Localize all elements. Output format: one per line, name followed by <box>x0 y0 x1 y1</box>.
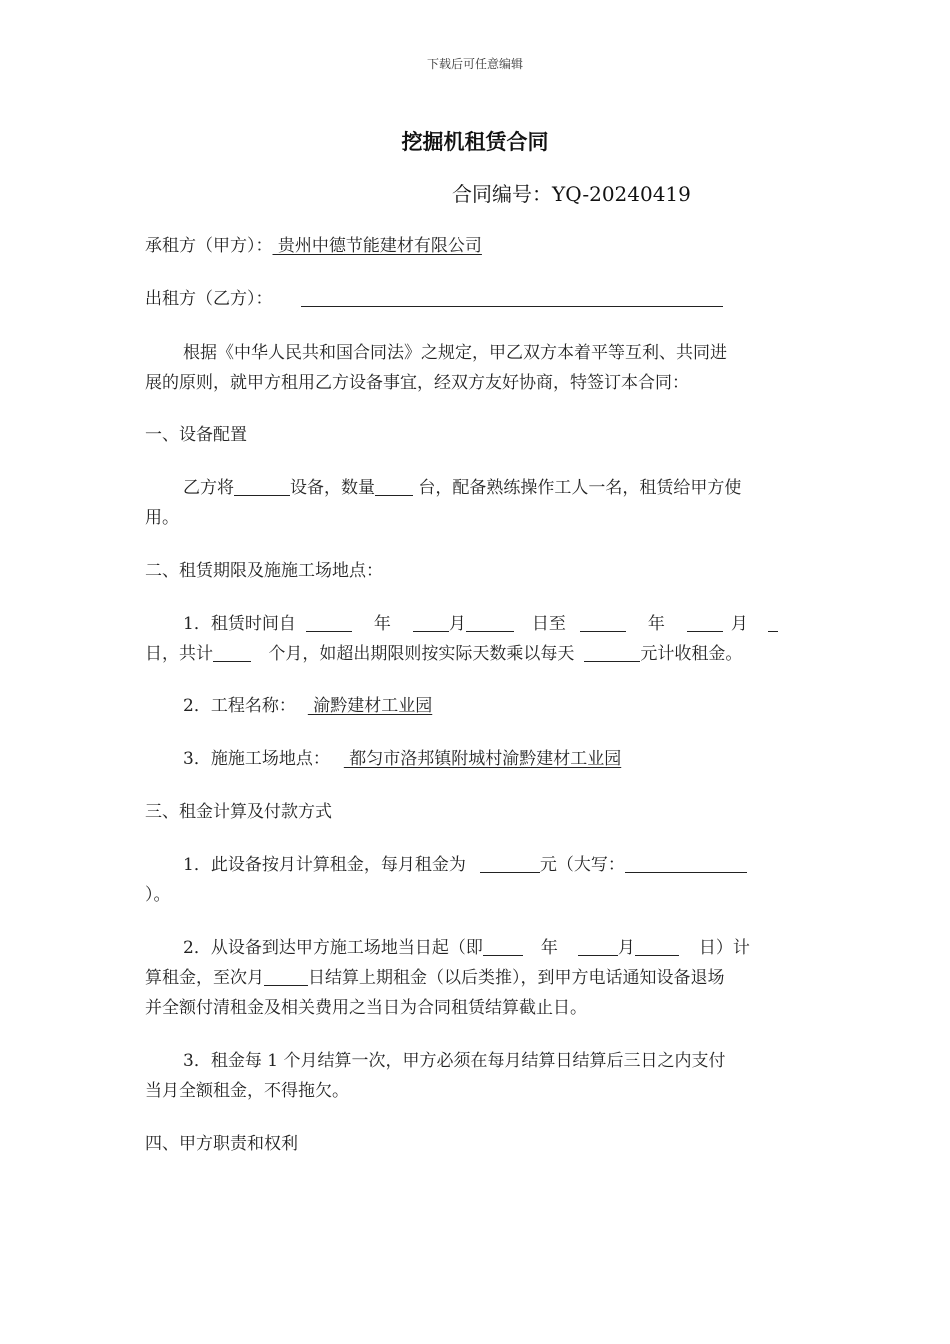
start-year-blank <box>483 937 523 956</box>
header-note: 下载后可任意编辑 <box>426 57 523 71</box>
sec1-text-c: 台，配备熟练操作工人一名，租赁给甲方使 <box>413 478 742 498</box>
quantity-blank <box>375 477 413 496</box>
billing-start-text: 2．从设备到达甲方施工场地当日起（即 <box>183 938 483 958</box>
month-label-2: 月 <box>730 614 748 634</box>
equipment-blank <box>234 477 290 496</box>
section-1-heading: 一、设备配置 <box>145 425 247 445</box>
site-location-value: 都匀市洛邦镇附城村渝黔建材工业园 <box>343 749 622 769</box>
document-title: 挖掘机租赁合同 <box>401 129 549 154</box>
next-month-text: 算租金，至次月 <box>145 968 264 988</box>
monthly-rent-blank <box>480 854 540 873</box>
preamble-line-2: 展的原则，就甲方租用乙方设备事宜，经双方友好协商，特签订本合同： <box>145 373 689 393</box>
from-day-blank <box>466 613 514 632</box>
start-month-blank <box>578 937 618 956</box>
monthly-rent-line-2: ）。 <box>145 885 171 905</box>
monthly-rent-line-1 <box>183 850 747 880</box>
month-label: 月 <box>448 614 466 634</box>
from-year-blank <box>306 613 352 632</box>
site-location-line <box>183 744 621 774</box>
party-a-line <box>145 231 482 261</box>
section-3-heading: 三、租金计算及付款方式 <box>145 802 332 822</box>
day-to-label: 日至 <box>531 614 566 634</box>
to-month-blank <box>687 613 723 632</box>
year-label-3: 年 <box>540 938 558 958</box>
site-location-label: 3．施施工场地点： <box>183 749 330 769</box>
project-name-label: 2．工程名称： <box>183 696 296 716</box>
section-1-text-line-2: 用。 <box>145 508 179 528</box>
payment-terms-line-1: 3．租金每 1 个月结算一次，甲方必须在每月结算日结算后三日之内支付 <box>183 1051 726 1071</box>
project-name-value: 渝黔建材工业园 <box>307 696 433 716</box>
settlement-text: 日结算上期租金（以后类推），到甲方电话通知设备退场 <box>308 968 725 988</box>
preamble-line-1: 根据《中华人民共和国合同法》之规定，甲乙双方本着平等互利、共同进 <box>183 343 727 363</box>
party-b-blank <box>301 288 723 307</box>
party-b-line <box>145 284 723 314</box>
to-day-blank <box>768 613 778 632</box>
sec1-text-a: 乙方将 <box>183 478 234 498</box>
sec1-text-b: 设备，数量 <box>290 478 375 498</box>
party-a-value: 贵州中德节能建材有限公司 <box>272 236 482 256</box>
to-year-blank <box>580 613 626 632</box>
party-a-label: 承租方（甲方）： <box>145 236 273 256</box>
amount-in-words-label: 元（大写： <box>539 855 625 875</box>
billing-start-line-2 <box>145 963 725 993</box>
lease-period-line-1 <box>183 609 778 639</box>
from-month-blank <box>413 613 449 632</box>
total-label: 日，共计 <box>145 644 213 664</box>
billing-day-text: 日）计 <box>698 938 750 958</box>
party-b-label: 出租方（乙方）： <box>145 289 273 309</box>
settlement-day-blank <box>264 967 308 986</box>
monthly-rent-label: 1．此设备按月计算租金，每月租金为 <box>183 855 466 875</box>
month-label-3: 月 <box>617 938 635 958</box>
section-1-text-line-1 <box>183 473 741 503</box>
payment-terms-line-2: 当月全额租金，不得拖欠。 <box>145 1081 349 1101</box>
section-2-heading: 二、租赁期限及施施工场地点： <box>145 561 383 581</box>
year-label-2: 年 <box>647 614 665 634</box>
rent-unit-text: 元计收租金。 <box>640 644 743 664</box>
contract-number: 合同编号：YQ-20240419 <box>452 182 691 206</box>
daily-rate-blank <box>584 643 640 662</box>
project-name-line <box>183 691 432 721</box>
section-4-heading: 四、甲方职责和权利 <box>145 1134 298 1154</box>
amount-in-words-blank <box>625 854 747 873</box>
billing-start-line-1 <box>183 933 750 963</box>
year-label: 年 <box>373 614 391 634</box>
months-blank <box>213 643 251 662</box>
overdue-text: 个月，如超出期限则按实际天数乘以每天 <box>263 644 575 664</box>
lease-from-label: 1．租赁时间自 <box>183 614 296 634</box>
billing-start-line-3: 并全额付清租金及相关费用之当日为合同租赁结算截止日。 <box>145 998 587 1018</box>
start-day-blank <box>635 937 679 956</box>
lease-period-line-2 <box>145 639 742 669</box>
